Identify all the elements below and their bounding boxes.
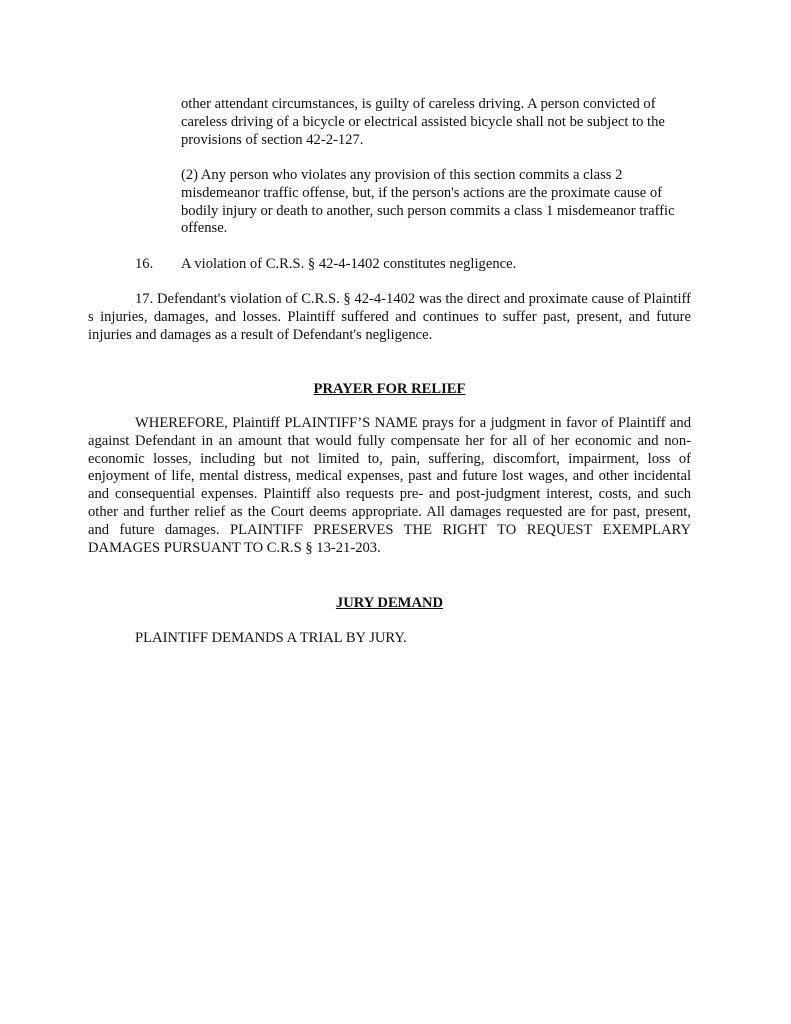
jury-demand-heading: JURY DEMAND [335, 595, 444, 611]
statute-quote-continuation: other attendant circumstances, is guilty of careless driving. A person convicted of careless driving of a bicycle or electrical assisted bicycle shall not be subject to the provisions of section 42-2-127. [181, 96, 665, 148]
paragraph-text: A violation of C.R.S. § 42-4-1402 constitutes negligence. [181, 256, 517, 272]
jury-demand-text: PLAINTIFF DEMANDS A TRIAL BY JURY. [135, 630, 407, 646]
paragraph-17: 17. Defendant's violation of C.R.S. § 42-4-1402 was the direct and proximate cause of Plaintiff s injuries, damages, and losses. Plaintiff suffered and continues to suffer past, present, and future injuries and damages as a result of Defendant's negligence. [88, 291, 691, 343]
paragraph-number: 16. [135, 256, 154, 272]
paragraph-16 [135, 256, 516, 274]
prayer-for-relief-text: WHEREFORE, Plaintiff PLAINTIFF’S NAME prays for a judgment in favor of Plaintiff and against Defendant in an amount that would fully compensate her for all of her economic and non-economic losses, including but not limited to, pain, suffering, discomfort, impairment, loss of enjoyment of life, mental distress, medical expenses, past and future lost wages, and other incidental and consequential expenses. Plaintiff also requests pre- and post-judgment interest, costs, and such other and further relief as the Court deems appropriate. All damages requested are for past, present, and future damages. PLAINTIFF PRESERVES THE RIGHT TO REQUEST EXEMPLARY DAMAGES PURSUANT TO C.R.S § 13-21-203. [88, 415, 691, 556]
prayer-for-relief-heading: PRAYER FOR RELIEF [313, 381, 466, 397]
statute-quote-subsection-2: (2) Any person who violates any provision of this section commits a class 2 misdemeanor traffic offense, but, if the person's actions are the proximate cause of bodily injury or death to another, such person commits a class 1 misdemeanor traffic offense. [181, 167, 675, 237]
